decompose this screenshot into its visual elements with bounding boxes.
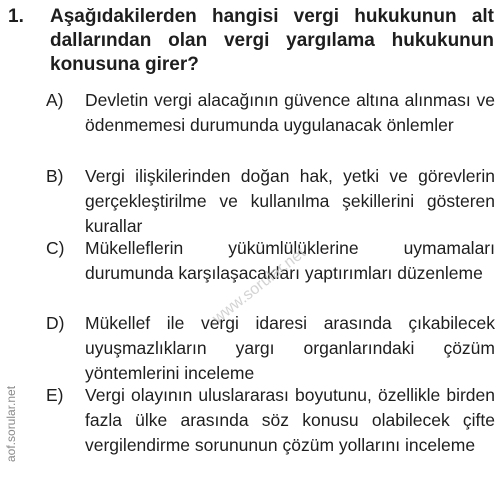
option-b-letter: B) — [46, 166, 64, 186]
question-number: 1. — [8, 6, 24, 27]
option-c-letter: C) — [46, 238, 65, 258]
option-d-letter: D) — [46, 313, 65, 333]
question-stem: Aşağıdakilerden hangisi vergi hukukunun alt dallarından olan vergi yargılama hukukunun konusuna girer? — [50, 6, 494, 75]
option-e-letter: E) — [46, 385, 64, 405]
side-watermark: aof.sorular.net — [4, 385, 18, 462]
diagonal-watermark: www.sorular.net — [209, 244, 309, 328]
option-b-text: Vergi ilişkilerinden doğan hak, yetki ve görevlerin gerçekleştirilme ve kullanılma şekillerini gösteren kurallar — [85, 166, 495, 236]
option-a-text: Devletin vergi alacağının güvence altına alınması ve ödenmemesi durumunda uygulanacak önlemler — [85, 90, 495, 135]
option-a-letter: A) — [46, 90, 64, 110]
option-e-text: Vergi olayının uluslararası boyutunu, özellikle birden fazla ülke arasında söz konusu olabilecek çifte vergilendirme sorununun çözüm yollarını inceleme — [85, 385, 495, 455]
option-d-text: Mükellef ile vergi idaresi arasında çıkabilecek uyuşmazlıkların yargı organlarındaki çözüm yöntemlerini inceleme — [85, 313, 495, 383]
option-c-text: Mükelleflerin yükümlülüklerine uymamaları durumunda karşılaşacakları yaptırımları düzenleme — [85, 238, 495, 283]
